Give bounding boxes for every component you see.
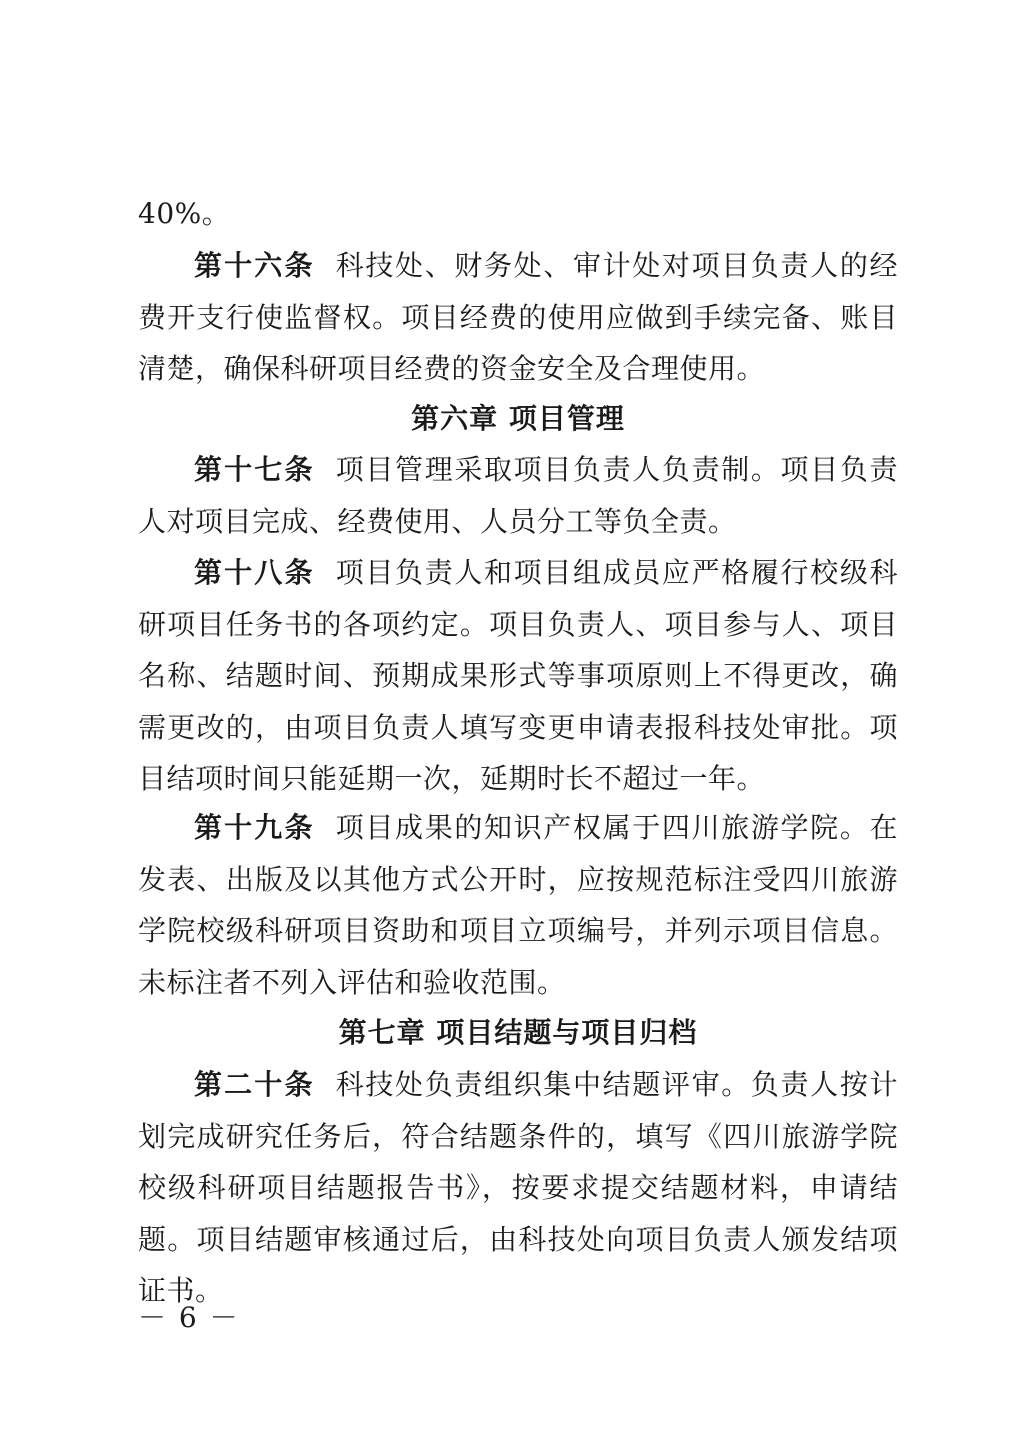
article-19 bbox=[138, 802, 898, 1008]
paragraph-text: 40%。 bbox=[138, 197, 231, 230]
article-text: 项目管理采取项目负责人负责制。项目负责人对项目完成、经费使用、人员分工等负全责。 bbox=[138, 453, 898, 538]
paragraph-continuation bbox=[138, 188, 898, 240]
chapter-heading-7: 第七章 项目结题与项目归档 bbox=[338, 1016, 698, 1049]
article-label: 第十七条 bbox=[194, 453, 315, 486]
article-label: 第十九条 bbox=[194, 811, 315, 844]
article-20 bbox=[138, 1059, 898, 1317]
article-text: 项目成果的知识产权属于四川旅游学院。在发表、出版及以其他方式公开时，应按规范标注受四川旅游学院校级科研项目资助和项目立项编号，并列示项目信息。未标注者不列入评估和验收范围。 bbox=[138, 811, 898, 999]
article-text: 科技处负责组织集中结题评审。负责人按计划完成研究任务后，符合结题条件的，填写《四川旅游学院校级科研项目结题报告书》，按要求提交结题材料，申请结题。项目结题审核通过后，由科技处向项目负责人颁发结项证书。 bbox=[138, 1068, 898, 1307]
page-number: － 6 － bbox=[138, 1301, 240, 1334]
article-label: 第十六条 bbox=[194, 249, 315, 282]
article-16 bbox=[138, 240, 898, 395]
article-label: 第十八条 bbox=[194, 556, 315, 589]
article-18 bbox=[138, 547, 898, 805]
article-text: 科技处、财务处、审计处对项目负责人的经费开支行使监督权。项目经费的使用应做到手续完备、账目清楚，确保科研项目经费的资金安全及合理使用。 bbox=[138, 249, 898, 385]
article-17 bbox=[138, 444, 898, 547]
article-text: 项目负责人和项目组成员应严格履行校级科研项目任务书的各项约定。项目负责人、项目参与人、项目名称、结题时间、预期成果形式等事项原则上不得更改，确需更改的，由项目负责人填写变更申请表报科技处审批。项目结项时间只能延期一次，延期时长不超过一年。 bbox=[138, 556, 898, 795]
article-label: 第二十条 bbox=[194, 1068, 315, 1101]
chapter-heading-6: 第六章 项目管理 bbox=[411, 402, 625, 435]
